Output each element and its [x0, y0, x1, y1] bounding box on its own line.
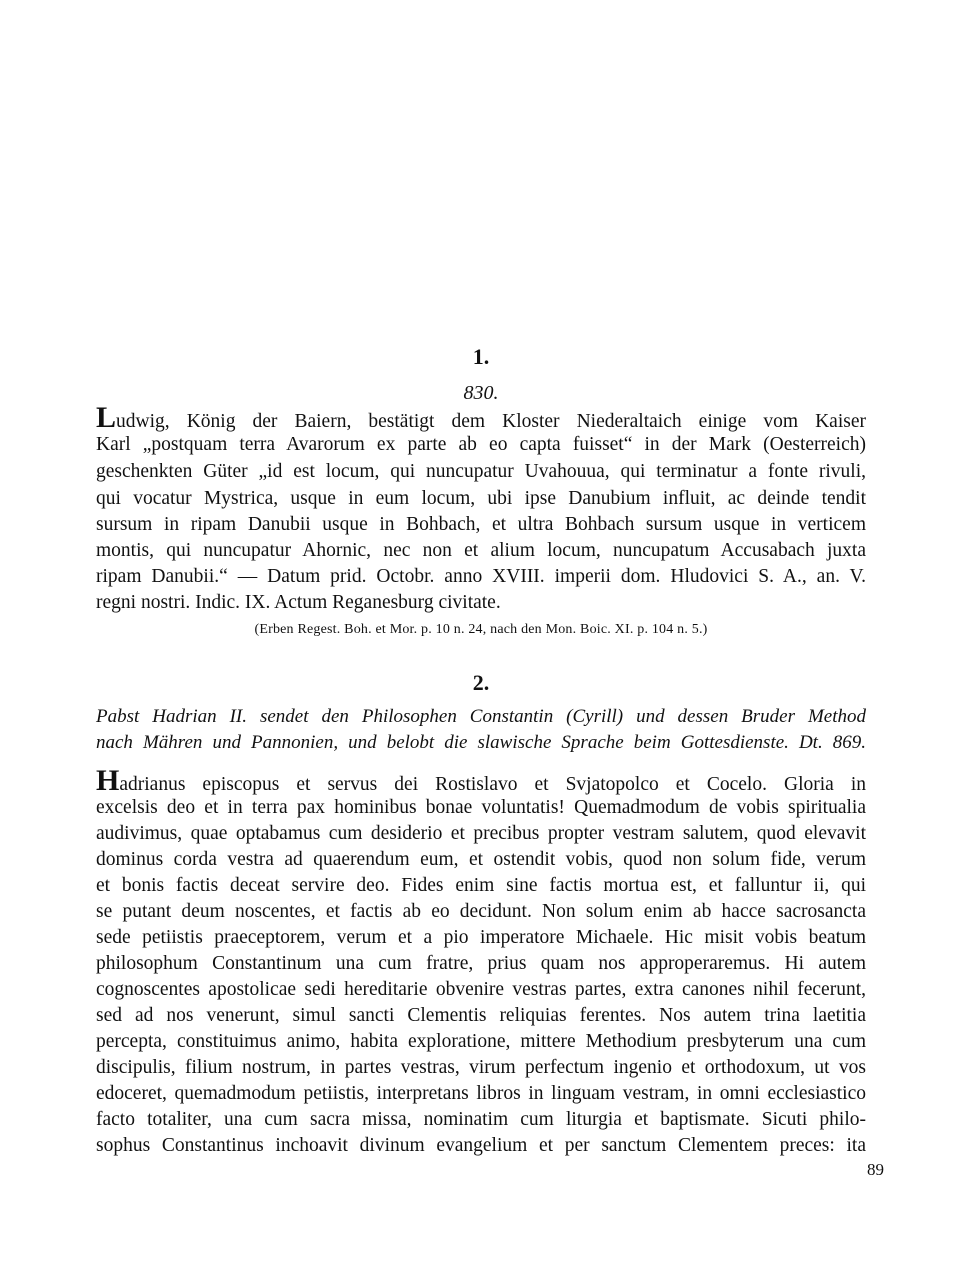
text-line: excelsis deo et in terra pax hominibus bonae voluntatis! Quemadmodum de vobis spiritualia — [96, 797, 866, 818]
drop-cap: H — [96, 764, 120, 797]
document-number: 1. — [472, 344, 490, 369]
text-line: Ludwig, König der Baiern, bestätigt dem Kloster Niederaltaich einige vom Kaiser — [96, 401, 866, 434]
text-line: philosophum Constantinum una cum fratre, prius quam nos approperaremus. Hi autem — [96, 953, 866, 974]
page — [96, 0, 866, 1284]
text-line: Hadrianus episcopus et servus dei Rostislavo et Svjatopolco et Cocelo. Gloria in — [96, 764, 866, 797]
text-line: sursum in ripam Danubii usque in Bohbach, et ultra Bohbach sursum usque in verticem — [96, 514, 866, 535]
text-line: sed ad nos venerunt, simul sancti Clementis reliquias ferentes. Nos autem trina laetitia — [96, 1005, 866, 1026]
text-line: geschenkten Güter „id est locum, qui nuncupatur Uvahouua, qui terminatur a fonte rivuli, — [96, 461, 866, 482]
document-heading-line: Pabst Hadrian II. sendet den Philosophen Constantin (Cyrill) und dessen Bruder Method — [96, 706, 866, 727]
text-line: discipulis, filium nostrum, in partes vestras, virum perfectum ingenio et orthodoxum, ut vos — [96, 1057, 866, 1078]
text-line: et bonis factis deceat servire deo. Fides enim sine factis mortua est, et falluntur ii, qui — [96, 875, 866, 896]
text-line: facto totaliter, una cum sacra missa, nominatim cum liturgia et baptismate. Sicuti philo- — [96, 1109, 866, 1130]
text-line: cognoscentes apostolicae sedi hereditarie obvenire vestras partes, extra canones nihil fecerunt, — [96, 979, 866, 1000]
text-line: sede petiistis praeceptorem, verum et a pio imperatore Michaele. Hic misit vobis beatum — [96, 927, 866, 948]
page-number: 89 — [867, 1160, 884, 1179]
text-line: ripam Danubii.“ — Datum prid. Octobr. anno XVIII. imperii dom. Hludovici S. A., an. V. — [96, 566, 866, 587]
text-line: se putant deum noscentes, et factis ab eo decidunt. Non solum enim ab hacce sacrosancta — [96, 901, 866, 922]
text-line: sophus Constantinus inchoavit divinum evangelium et per sanctum Clementem preces: ita — [96, 1135, 866, 1156]
source-citation: (Erben Regest. Boh. et Mor. p. 10 n. 24, nach den Mon. Boic. XI. p. 104 n. 5.) — [254, 622, 708, 637]
text-line: dominus corda vestra ad quaerendum eum, et ostendit vobis, quod non solum fide, verum — [96, 849, 866, 870]
text-line: regni nostri. Indic. IX. Actum Reganesburg civitate. — [96, 592, 501, 613]
text-line: percepta, constituimus animo, habita exploratione, mittere Methodium presbyterum una cum — [96, 1031, 866, 1052]
text-line: edoceret, quemadmodum petiistis, interpretans libros in linguam vestram, in omni ecclesiastico — [96, 1083, 866, 1104]
text-line: audivimus, quae optabamus cum desiderio et precibus propter vestram salutem, quod elevavit — [96, 823, 866, 844]
text-line: Karl „postquam terra Avarorum ex parte ab eo capta fuisset“ in der Mark (Oesterreich) — [96, 434, 866, 455]
drop-cap: L — [96, 401, 117, 434]
text-line: qui vocatur Mystrica, usque in eum locum, ubi ipse Danubium influit, ac deinde tendit — [96, 488, 866, 509]
text-line: montis, qui nuncupatur Ahornic, nec non et alium locum, nuncupatum Accusabach juxta — [96, 540, 866, 561]
document-number: 2. — [472, 670, 490, 695]
document-heading-line: nach Mähren und Pannonien, und belobt die slawische Sprache beim Gottesdienste. Dt. 869. — [96, 732, 866, 753]
document-date: 830. — [463, 382, 499, 404]
